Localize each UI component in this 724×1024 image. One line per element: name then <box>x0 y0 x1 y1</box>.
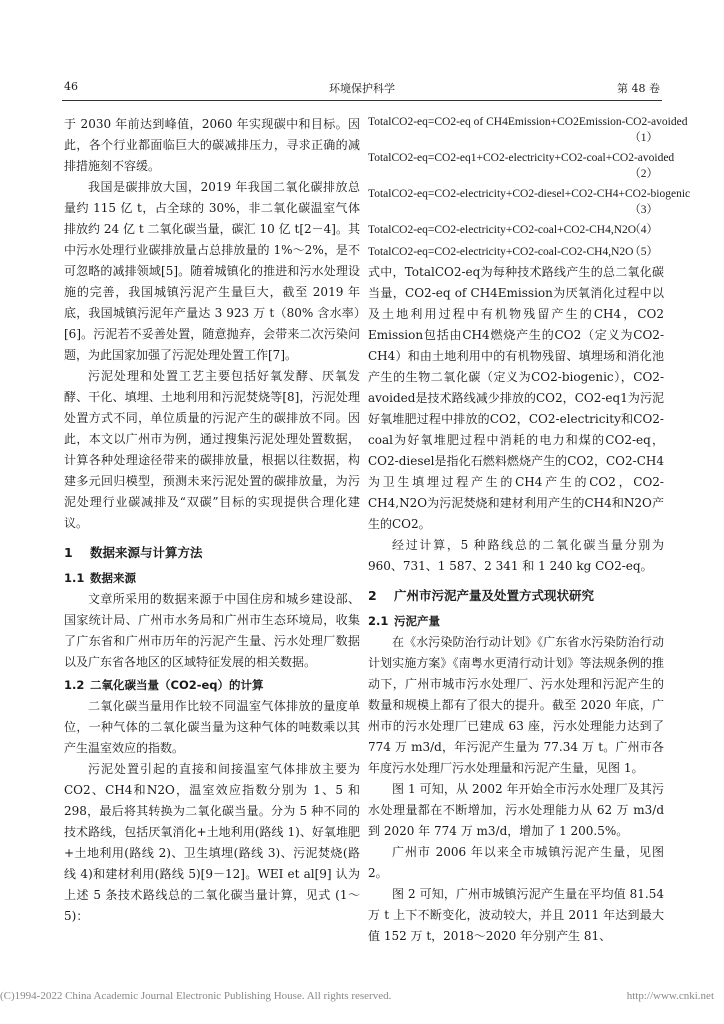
section-heading: 2 广州市污泥产量及处置方式现状研究 <box>368 588 595 603</box>
paragraph: 文章所采用的数据来源于中国住房和城乡建设部、国家统计局、广州市水务局和广州市生态环境局，收集了广东省和广州市历年的污泥产生量、污水处理厂数据以及广东省各地区的区域特征发展的相关数据。 <box>64 592 360 669</box>
left-column <box>64 114 360 927</box>
paragraph: 二氧化碳当量用作比较不同温室气体排放的量度单位，一种气体的二氧化碳当量为这种气体的吨数乘以其产生温室效应的指数。 <box>64 699 360 755</box>
paragraph: 经过计算，5 种路线总的二氧化碳当量分别为 960、731、1 587、2 341 和 1 240 kg CO2-eq。 <box>368 538 664 573</box>
right-column <box>368 110 691 947</box>
journal-title: 环境保护科学 <box>329 82 395 95</box>
paragraph: 于 2030 年前达到峰值，2060 年实现碳中和目标。因此，各个行业都面临巨大的碳减排压力，寻求正确的减排措施刻不容缓。 <box>64 117 360 173</box>
equation-3: TotalCO2-eq=CO2-electricity+CO2-diesel+CO2-CH4+CO2-biogenic （3） <box>368 188 691 216</box>
paragraph: 我国是碳排放大国，2019 年我国二氧化碳排放总量约 115 亿 t，占全球的 30%，非二氧化碳温室气体排放约 24 亿 t 二氧化碳当量，碳汇 10 亿 t[2－4]。其中污水处理行业碳排放量占总排放量的 1%～2%，是不可忽略的减排领域[5]。随着城镇化的推进和污水处理设施的完善，我国城镇污泥产生量巨大，截至 2019 年底，我国城镇污泥年产量达 3 923 万 t（80% 含水率）[6]。污泥若不妥善处置，随意抛弃，会带来二次污染问题，为此国家加强了污泥处理处置工作[7]。 <box>64 180 360 362</box>
page-number: 46 <box>64 80 78 93</box>
section-heading: 1 数据来源与计算方法 <box>64 545 203 560</box>
equation-1: TotalCO2-eq=CO2-eq of CH4Emission+CO2Emission-CO2-avoided （1） <box>368 116 688 144</box>
paragraph: 广州市 2006 年以来全市城镇污泥产生量，见图 2。 <box>368 845 664 880</box>
paragraph: 图 1 可知，从 2002 年开始全市污水处理厂及其污水处理量都在不断增加，污水处理能力从 62 万 m3/d 到 2020 年 774 万 m3/d，增加了 1 200.5%。 <box>368 782 664 838</box>
paragraph: 式中，TotalCO2-eq为每种技术路线产生的总二氧化碳当量，CO2-eq of CH4Emission为厌氧消化过程中以及土地利用过程中有机物残留产生的CH4，CO2 Emission包括由CH4燃烧产生的CO2（定义为CO2-CH4）和由土地利用中的有机物残留、填埋场和消化池产生的生物二氧化碳（定义为CO2-biogenic），CO2-avoided是技术路线减少排放的CO2，CO2-eq1为污泥好氧堆肥过程中排放的CO2，CO2-electricity和CO2-coal为好氧堆肥过程中消耗的电力和煤的CO2-eq，CO2-diesel是指化石燃料燃烧产生的CO2，CO2-CH4为卫生填埋过程产生的CH4产生的CO2，CO2-CH4,N2O为污泥焚烧和建材利用产生的CH4和N2O产生的CO2。 <box>368 265 664 531</box>
footer-url: http://www.cnki.net <box>626 990 714 1002</box>
paragraph: 图 2 可知，广州市城镇污泥产生量在平均值 81.54 万 t 上下不断变化，波动较大，并且 2011 年达到最大值 152 万 t，2018～2020 年分别产生 81、 <box>368 887 664 943</box>
equation-5: TotalCO2-eq=CO2-electricity+CO2-coal-CO2-CH4,N2O （5） <box>368 246 658 258</box>
paragraph: 在《水污染防治行动计划》《广东省水污染防治行动计划实施方案》《南粤水更清行动计划》等法规条例的推动下，广州市城市污水处理厂、污水处理和污泥产生的数量和规模上都有了很大的提升。截至 2020 年底，广州市的污水处理厂已建成 63 座，污水处理能力达到了 774 万 m3/d，年污泥产生量为 77.34 万 t。广州市各年度污水处理厂污水处理量和污泥产生量，见图 1。 <box>368 635 664 775</box>
volume-label: 第 48 卷 <box>617 82 660 95</box>
copyright-notice: (C)1994-2022 China Academic Journal Electronic Publishing House. All rights reserved. <box>0 990 392 1002</box>
subsection-heading: 1.1 数据来源 <box>64 571 136 585</box>
subsection-heading: 1.2 二氧化碳当量（CO2-eq）的计算 <box>64 678 264 692</box>
equation-4: TotalCO2-eq=CO2-electricity+CO2-coal+CO2-CH4,N2O （4） <box>368 224 658 236</box>
header-rule <box>62 100 662 101</box>
subsection-heading: 2.1 污泥产量 <box>368 614 440 628</box>
paragraph: 污泥处理和处置工艺主要包括好氧发酵、厌氧发酵、干化、填埋、土地利用和污泥焚烧等[8]，污泥处理处置方式不同，单位质量的污泥产生的碳排放不同。因此，本文以广州市为例，通过搜集污泥处理处置数据，计算各种处理途径带来的碳排放量，根据以往数据，构建多元回归模型，预测未来污泥处置的碳排放量，为污泥处理行业碳减排及“双碳”目标的实现提供合理化建议。 <box>64 369 360 530</box>
equation-2: TotalCO2-eq=CO2-eq1+CO2-electricity+CO2-coal+CO2-avoided （2） <box>368 152 675 180</box>
paragraph: 污泥处置引起的直接和间接温室气体排放主要为CO2、CH4和N2O，温室效应指数分别为 1、5 和 298，最后将其转换为二氧化碳当量。分为 5 种不同的技术路线，包括厌氧消化+土地利用(路线 1)、好氧堆肥+土地利用(路线 2)、卫生填埋(路线 3)、污泥焚烧(路线 4)和建材利用(路线 5)[9－12]。WEI et al[9] 认为上述 5 条技术路线总的二氧化碳当量计算，见式 (1～5)： <box>64 762 360 923</box>
